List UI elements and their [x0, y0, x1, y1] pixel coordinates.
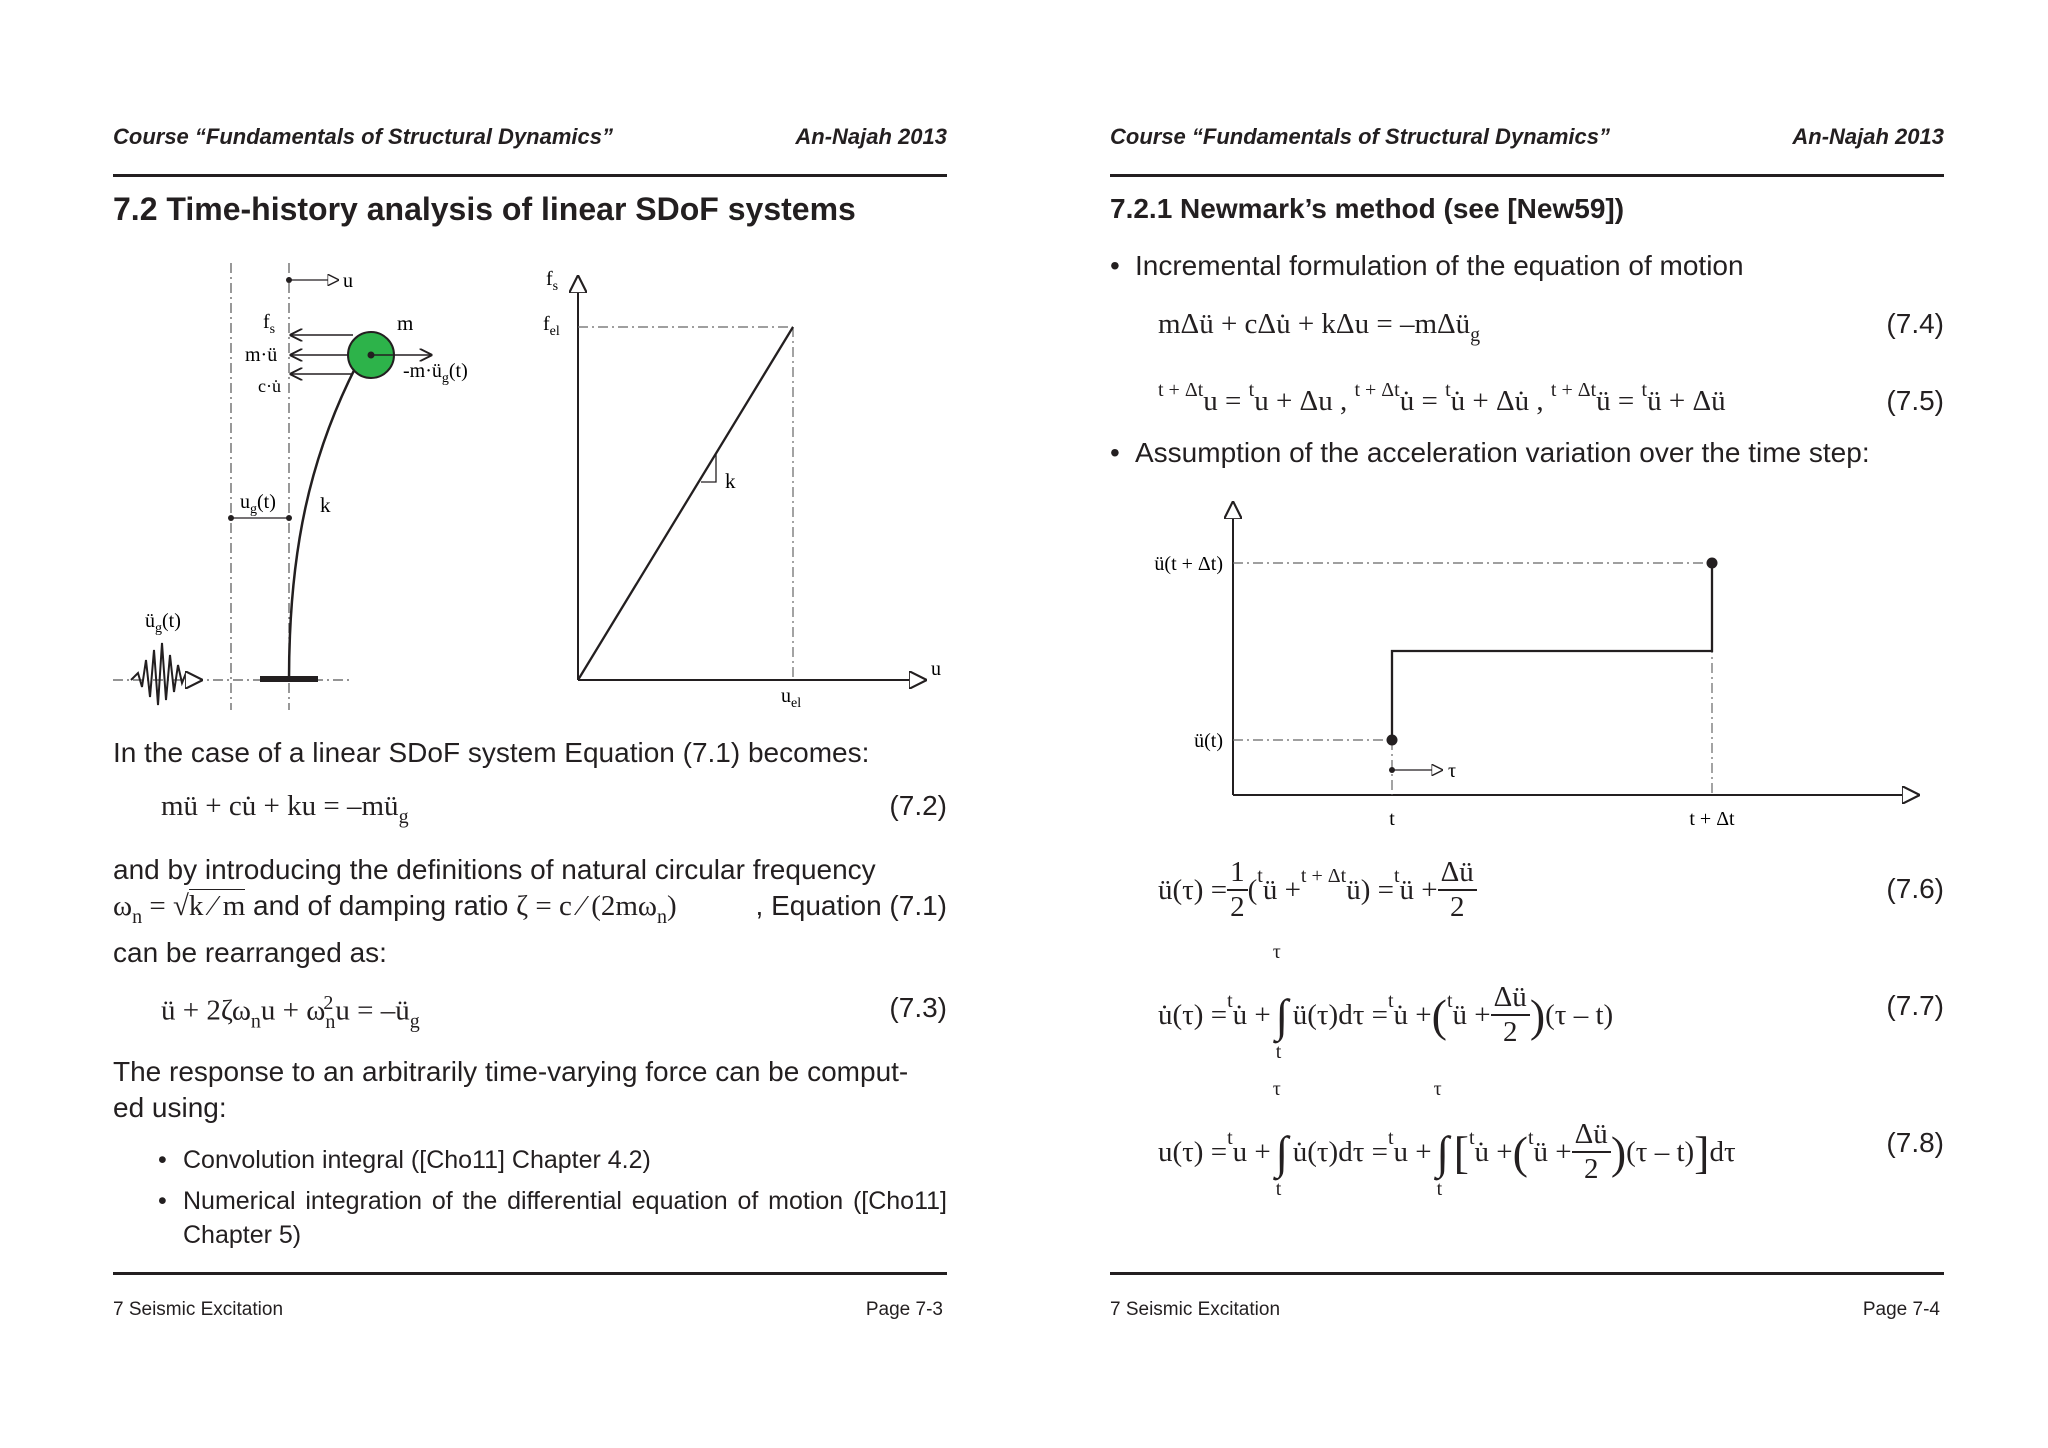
- header-rule: [1110, 174, 1944, 177]
- header-venue: An-Najah 2013: [795, 124, 947, 149]
- page-number: Page 7-3: [865, 1299, 943, 1320]
- equation-number-7-5: (7.5): [1886, 385, 1944, 416]
- bullet-incremental: • Incremental formulation of the equation of motion: [1110, 250, 1744, 281]
- equation-number-7-4: (7.4): [1886, 308, 1944, 339]
- stiffness-label: k: [320, 493, 331, 517]
- sdof-figure: [113, 255, 947, 715]
- equation-number-7-7: (7.7): [1886, 990, 1944, 1021]
- bullet-assumption: • Assumption of the acceleration variation over the time step:: [1110, 437, 1870, 468]
- equation-number-7-2: (7.2): [889, 790, 947, 821]
- fel-label: $f_{el}$: [543, 313, 560, 339]
- fs-label: $f_s$: [263, 311, 276, 337]
- t-plus-dt-tick-label: t + Δt: [1689, 808, 1735, 830]
- u-axis-label: u: [931, 658, 941, 680]
- header-venue: An-Najah 2013: [1792, 124, 1944, 149]
- course-title: Course “Fundamentals of Structural Dynamics”: [1110, 124, 1610, 149]
- equation-7-4: mΔü + cΔu̇ + kΔu = –mΔü$_g$: [1158, 308, 1481, 346]
- footer-rule: [1110, 1272, 1944, 1275]
- m-label: m: [397, 311, 414, 335]
- equation-7-7: u̇(τ) = t u̇ + τ ∫ t ü(τ)dτ = t u̇ + ( t ü + $\frac{\Delta ü}{2}$ ) (τ – t): [1158, 940, 1614, 1063]
- ground-force-label: $-m\cdot ü_g(t)$: [403, 360, 468, 386]
- header-rule: [113, 174, 947, 177]
- equation-number-7-3: (7.3): [889, 992, 947, 1023]
- y-top-label: ü(t + Δt): [1154, 553, 1223, 575]
- t-tick-label: t: [1389, 808, 1395, 830]
- equation-7-8: u(τ) = t u + τ ∫ t u̇(τ)dτ = t u + τ ∫ t [ t u̇ + ( t ü + $\frac{\Delta ü}{2}$ ) (τ – t) ] dτ: [1158, 1077, 1736, 1200]
- inertia-label: m·ü: [245, 344, 278, 366]
- definitions-paragraph: and by introducing the definitions of natural circular frequency $\omega_n = √k$ ⁄ m and of damping ratio ζ = c ⁄ $(2m\omega_n)$ , Equation (7.1) can be rearranged as:: [113, 854, 947, 968]
- y-bottom-label: ü(t): [1194, 730, 1223, 752]
- equation-7-3: ü + $2\zeta\omega_nu + \omega^2_nu$ = $-ü_g$: [161, 992, 420, 1033]
- equation-number-7-8: (7.8): [1886, 1127, 1944, 1158]
- equation-7-5: $^{t + \Delta t}$u = $^t$u + Δu , $^{t + \Delta t}$u̇ = $^t$u̇ + Δu̇ , $^{t + \Delta t}$ü = $^t$ü + Δü: [1158, 379, 1726, 417]
- intro-text: In the case of a linear SDoF system Equation (7.1) becomes:: [113, 737, 870, 768]
- equation-number-7-6: (7.6): [1886, 873, 1944, 904]
- response-paragraph: The response to an arbitrarily time-varying force can be comput- ed using:: [113, 1056, 909, 1123]
- tau-label: τ: [1448, 760, 1457, 782]
- equation-7-6: ü(τ) = $\frac{1}{2}$ ( t ü + t + Δt ü) = t ü + $\frac{\Delta ü}{2}$: [1158, 858, 1477, 922]
- ug-label: $u_g(t)$: [240, 491, 276, 517]
- footer-chapter: 7 Seismic Excitation: [1110, 1299, 1281, 1320]
- ground-accel-label: $ü_g(t)$: [145, 610, 181, 636]
- base: [260, 676, 318, 682]
- section-title: 7.2 Time-history analysis of linear SDoF systems: [113, 191, 856, 227]
- damping-label: c·u̇: [258, 376, 281, 396]
- list-item: • Convolution integral ([Cho11] Chapter 4.2): [158, 1146, 651, 1174]
- u-label: u: [343, 270, 353, 292]
- list-item: • Numerical integration of the differential equation of motion ([Cho11] Chapter 5): [158, 1187, 947, 1249]
- acceleration-figure: [1110, 495, 1944, 840]
- average-acceleration-step: [1392, 563, 1712, 740]
- uel-label: $u_{el}$: [781, 685, 802, 711]
- right-page: [1110, 0, 1944, 1448]
- footer-rule: [113, 1272, 947, 1275]
- stiffness-line: [578, 327, 793, 680]
- method-list: [158, 1143, 947, 1252]
- subsection-title: 7.2.1 Newmark’s method (see [New59]): [1110, 193, 1625, 224]
- left-page: [113, 0, 947, 1448]
- equation-7-2: mü + cu̇ + ku = $-mü_g$: [161, 790, 409, 828]
- slope-label: k: [725, 469, 736, 493]
- fs-axis-label: $f_s$: [546, 268, 559, 294]
- ground-acceleration-signal: [131, 643, 201, 705]
- start-point: [1387, 735, 1398, 746]
- end-point: [1707, 558, 1718, 569]
- footer-chapter: 7 Seismic Excitation: [113, 1299, 284, 1320]
- page-number: Page 7-4: [1862, 1299, 1940, 1320]
- course-title: Course “Fundamentals of Structural Dynamics”: [113, 124, 613, 149]
